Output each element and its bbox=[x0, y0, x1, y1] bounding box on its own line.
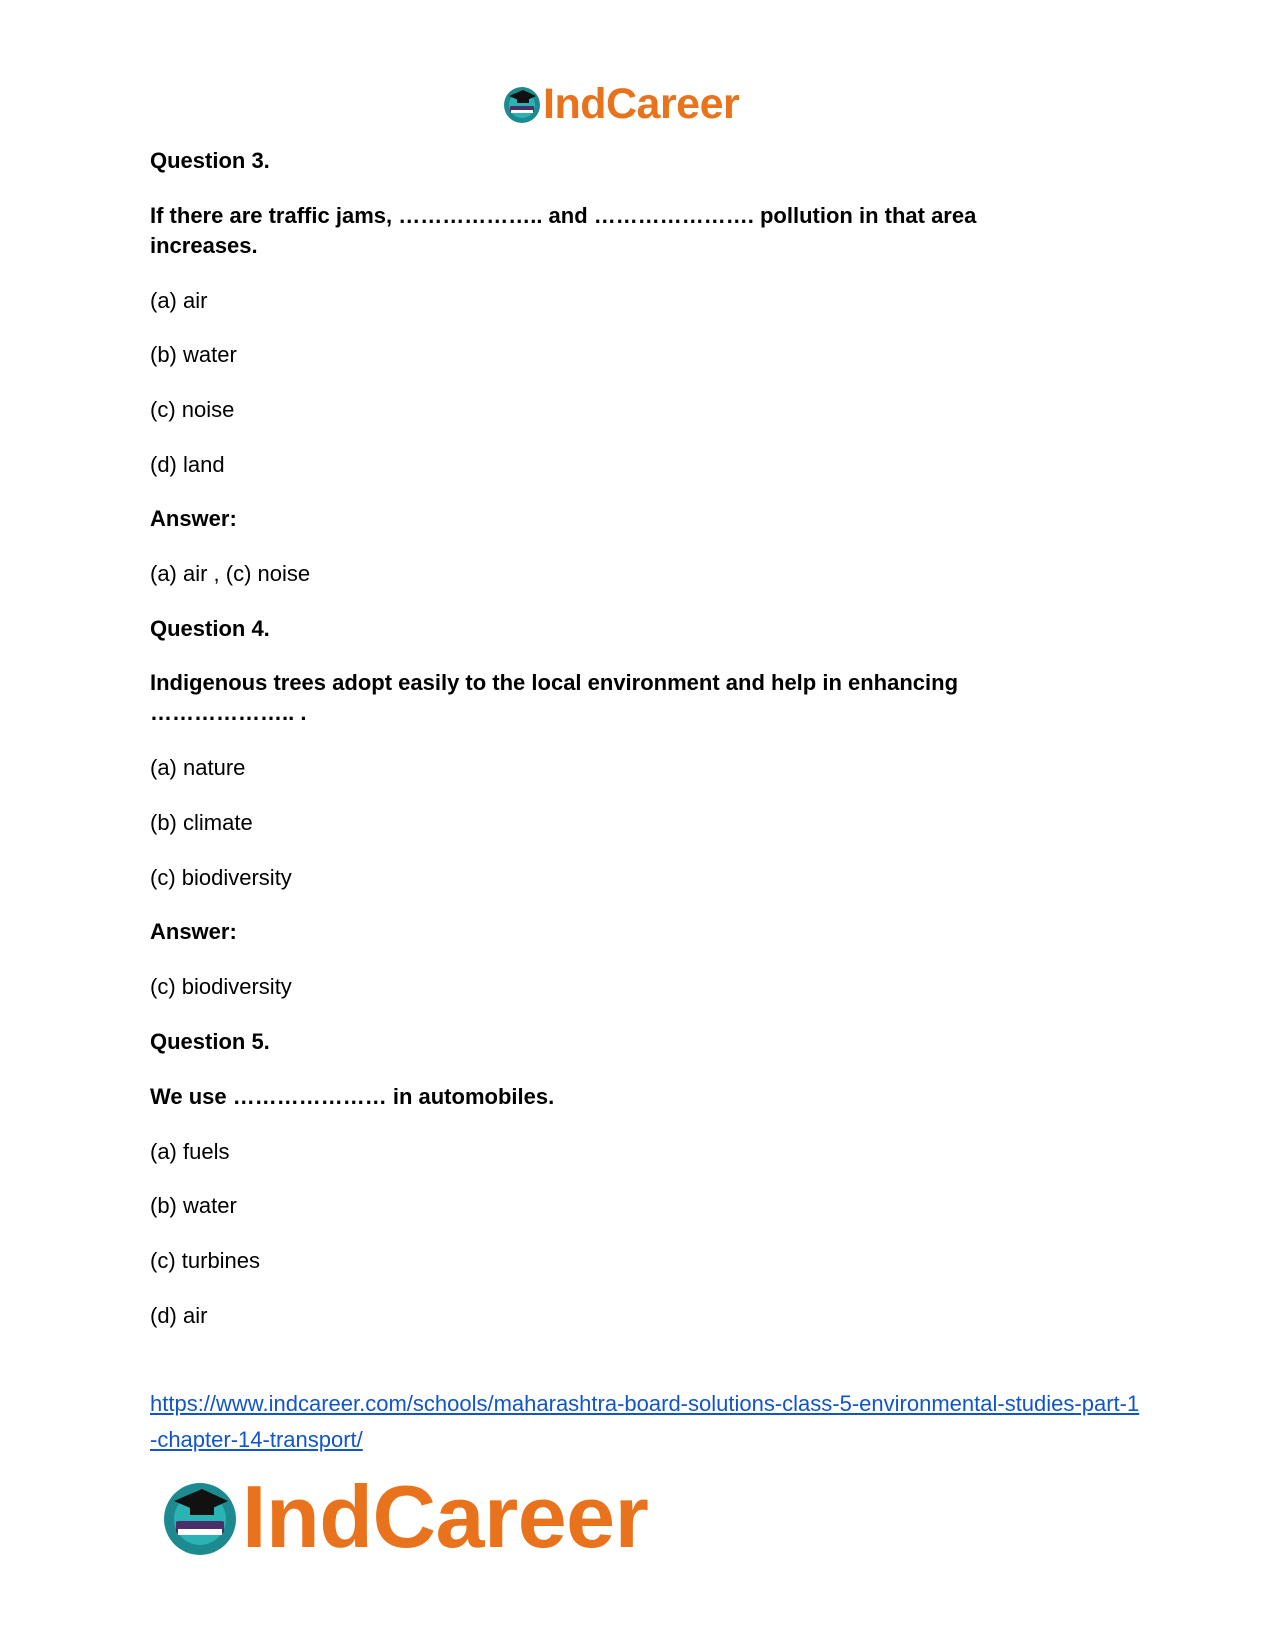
question-heading: Question 5. bbox=[150, 1029, 270, 1054]
logo-wordmark: IndCareer bbox=[543, 79, 740, 128]
answer-heading: Answer: bbox=[150, 506, 237, 531]
question-heading: Question 3. bbox=[150, 148, 270, 173]
footer-logo bbox=[160, 1467, 649, 1566]
option-item: (c) turbines bbox=[150, 1248, 261, 1273]
question-heading: Question 4. bbox=[150, 616, 270, 641]
graduation-cap-book-globe-icon bbox=[160, 1477, 240, 1557]
option-item: (a) fuels bbox=[150, 1139, 230, 1164]
header-logo bbox=[502, 80, 739, 128]
option-item: (b) water bbox=[150, 1193, 237, 1218]
option-item: (c) noise bbox=[150, 397, 235, 422]
option-item: (d) land bbox=[150, 452, 225, 477]
question-text: If there are traffic jams, ……………….. and …………………. pollution in that area increases. bbox=[150, 203, 977, 258]
source-link[interactable]: https://www.indcareer.com/schools/maharashtra-board-solutions-class-5-environmental-studies-part-1-chapter-14-transport/ bbox=[150, 1391, 1140, 1452]
question-text: We use ………………… in automobiles. bbox=[150, 1084, 555, 1109]
answer-text: (c) biodiversity bbox=[150, 974, 292, 999]
graduation-cap-book-globe-icon bbox=[502, 84, 542, 124]
option-item: (c) biodiversity bbox=[150, 865, 292, 890]
question-text: Indigenous trees adopt easily to the local environment and help in enhancing ……………….. . bbox=[150, 670, 959, 725]
option-item: (a) air bbox=[150, 288, 208, 313]
option-item: (b) climate bbox=[150, 810, 253, 835]
option-item: (b) water bbox=[150, 342, 237, 367]
answer-text: (a) air , (c) noise bbox=[150, 561, 311, 586]
logo-wordmark: IndCareer bbox=[242, 1467, 649, 1566]
option-item: (a) nature bbox=[150, 755, 246, 780]
answer-heading: Answer: bbox=[150, 919, 237, 944]
option-item: (d) air bbox=[150, 1303, 208, 1328]
